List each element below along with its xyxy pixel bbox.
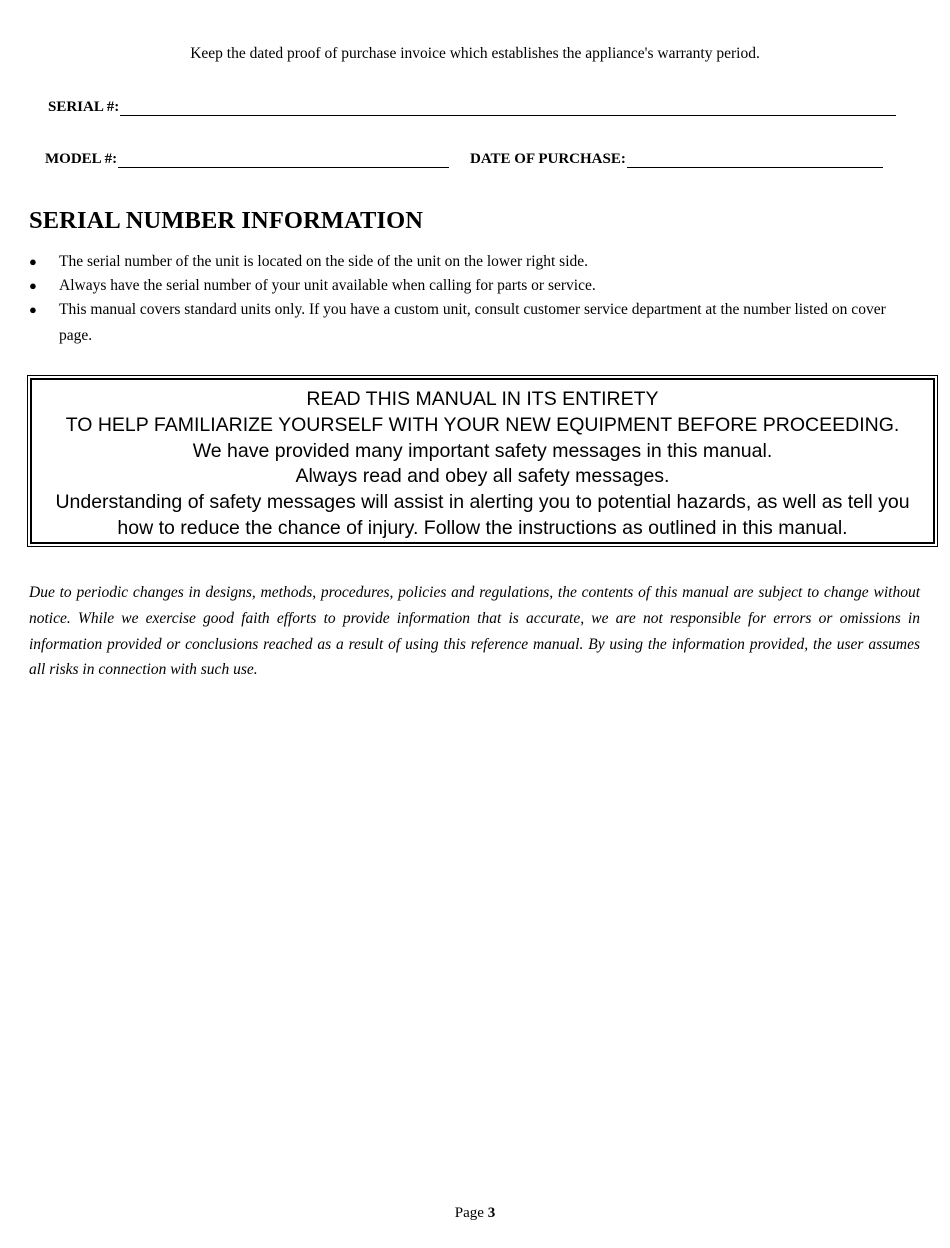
bullet-text: Always have the serial number of your unit available when calling for parts or service.	[59, 277, 596, 294]
serial-number-label: SERIAL #:	[48, 99, 120, 115]
page-label: Page	[454, 1205, 484, 1221]
date-of-purchase-blank-line	[627, 150, 883, 168]
notice-line: READ THIS MANUAL IN ITS ENTIRETY	[306, 388, 659, 410]
model-number-label: MODEL #:	[45, 151, 118, 167]
serial-number-field	[48, 98, 896, 116]
notice-line: TO HELP FAMILIARIZE YOURSELF WITH YOUR NEW EQUIPMENT BEFORE PROCEEDING.	[65, 413, 900, 436]
notice-line: how to reduce the chance of injury. Follow the instructions as outlined in this manual.	[117, 516, 848, 539]
serial-info-bullet-list	[29, 249, 909, 347]
model-number-blank-line	[118, 150, 449, 168]
notice-line: Understanding of safety messages will assist in alerting you to potential hazards, as well as tell you	[55, 491, 910, 514]
bullet-text: This manual covers standard units only. If you have a custom unit, consult customer service department at the number listed on cover page.	[59, 301, 886, 344]
notice-line: Always read and obey all safety messages.	[295, 465, 670, 488]
page-footer	[0, 1205, 950, 1222]
bullet-item	[29, 273, 909, 299]
safety-notice-box	[27, 375, 938, 547]
bullet-text: The serial number of the unit is located on the side of the unit on the lower right side.	[59, 253, 589, 270]
bullet-dot-icon: ●	[29, 302, 37, 317]
notice-line: We have provided many important safety messages in this manual.	[192, 439, 773, 462]
date-of-purchase-label: DATE OF PURCHASE:	[470, 151, 626, 167]
bullet-dot-icon: ●	[29, 278, 37, 293]
model-number-field	[45, 150, 449, 168]
date-of-purchase-field	[470, 150, 883, 168]
safety-notice-inner-frame	[30, 378, 935, 544]
bullet-item	[29, 297, 909, 349]
serial-number-blank-line	[120, 98, 896, 116]
page-number: 3	[487, 1205, 496, 1221]
disclaimer-paragraph: Due to periodic changes in designs, methods, procedures, policies and regulations, the contents of this manual are subject to change without notice. While we exercise good faith efforts to provide information that is accurate, we are not responsible for errors or omissions in information provided or conclusions reached as a result of using this reference manual. By using the information provided, the user assumes all risks in connection with such use.	[29, 584, 920, 679]
warranty-intro-text: Keep the dated proof of purchase invoice which establishes the appliance's warranty period.	[190, 45, 760, 62]
bullet-dot-icon: ●	[29, 254, 37, 269]
bullet-item	[29, 249, 909, 275]
serial-number-information-heading: SERIAL NUMBER INFORMATION	[29, 207, 424, 234]
